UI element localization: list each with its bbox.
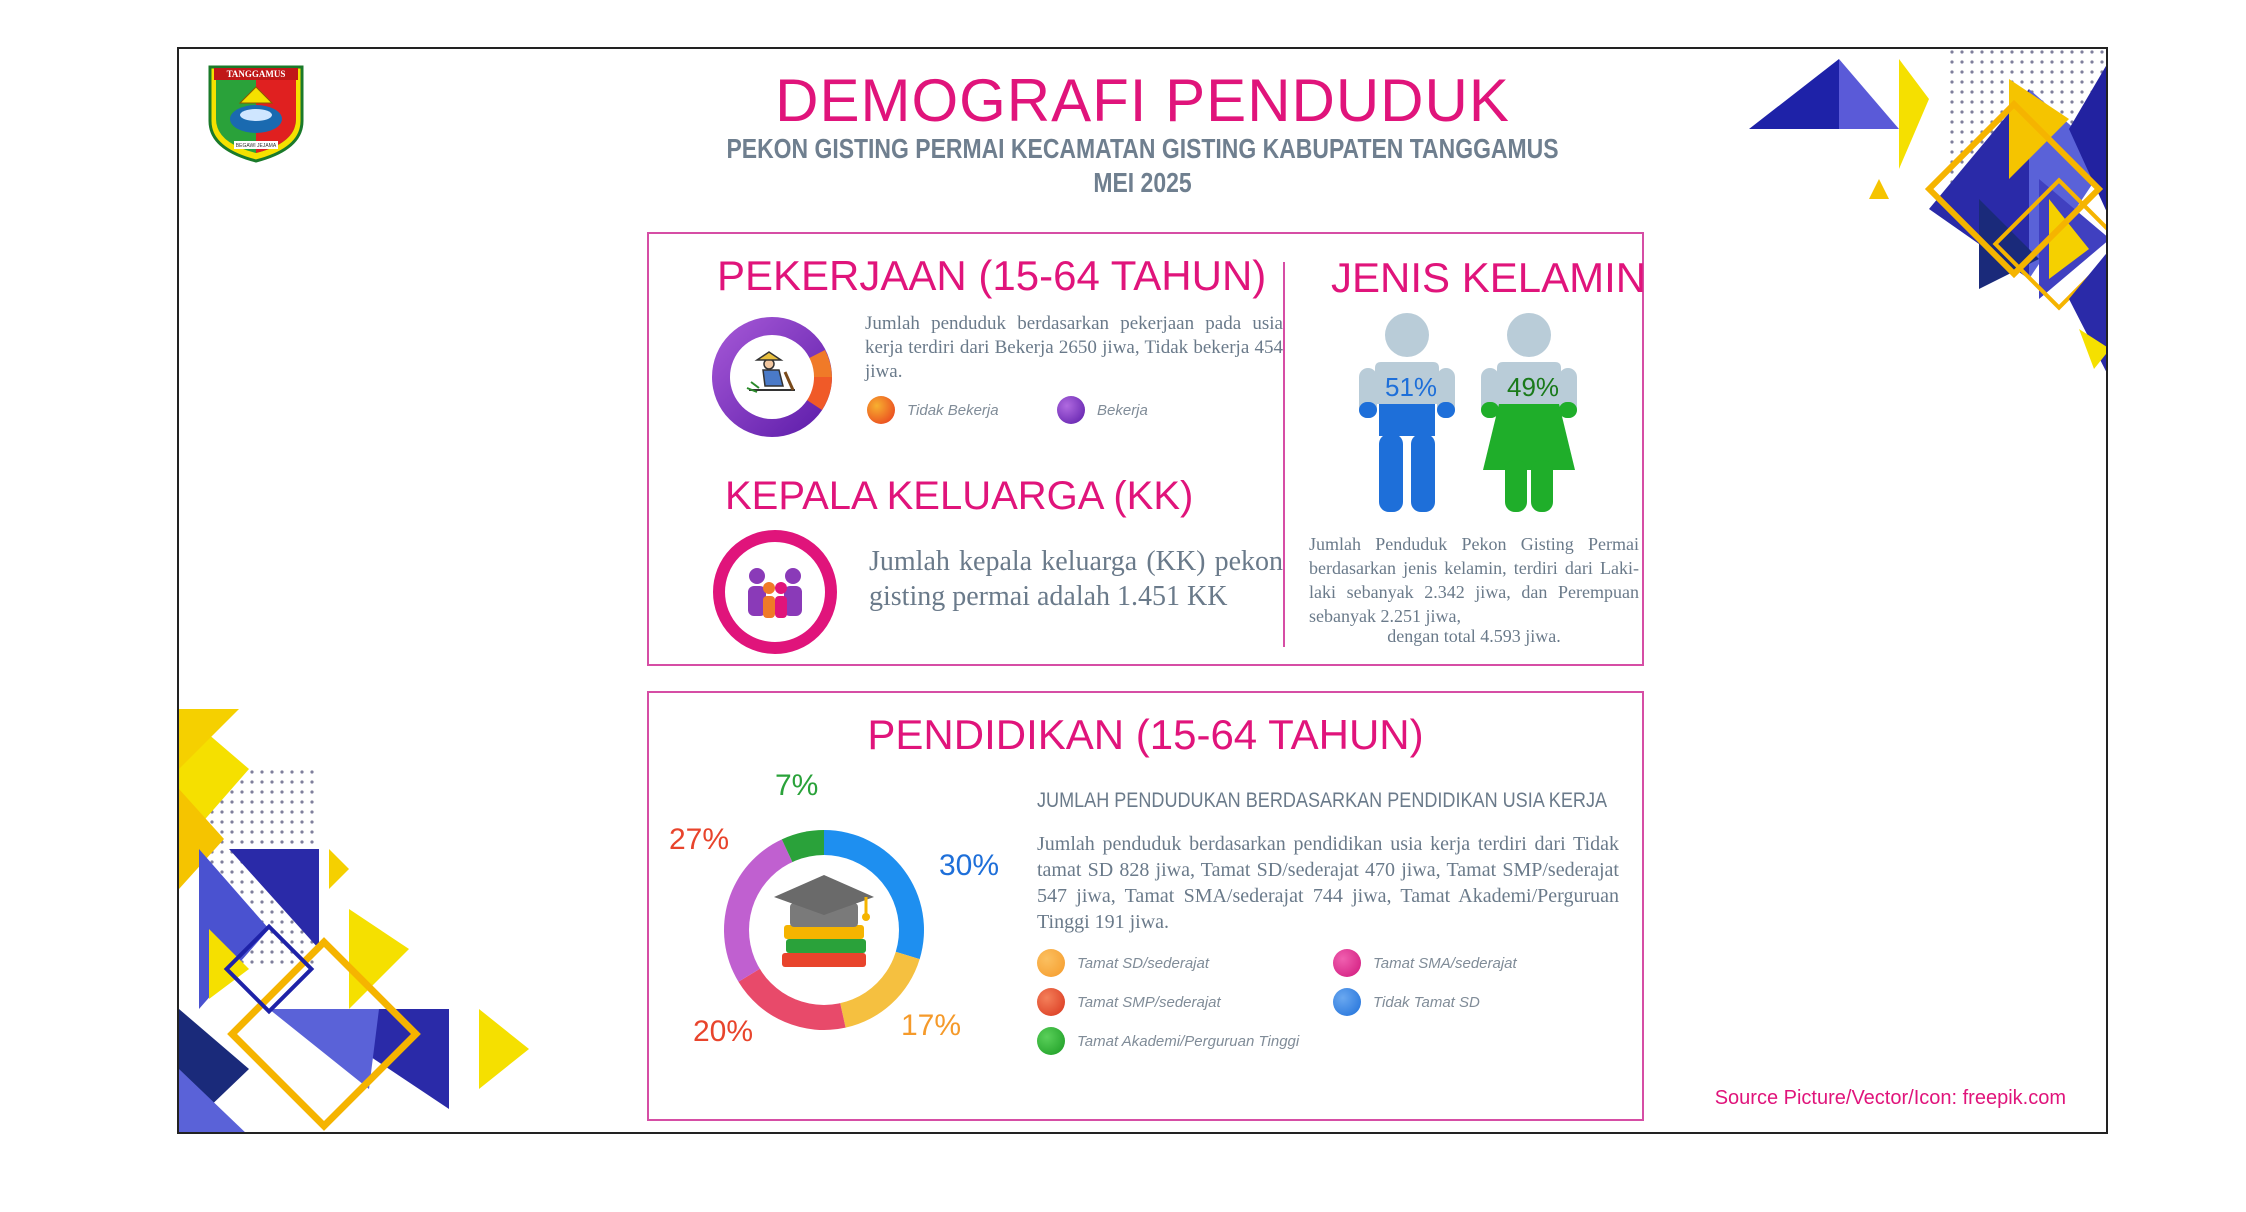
svg-text:BEGAWI JEJAMA: BEGAWI JEJAMA (235, 143, 277, 149)
donut-label-sma: 27% (669, 823, 730, 856)
farmer-icon (707, 312, 837, 442)
kepala-keluarga-title: KEPALA KELUARGA (KK) (725, 474, 1194, 518)
page-title: DEMOGRAFI PENDUDUK (775, 67, 1510, 134)
jenis-kelamin-title: JENIS KELAMIN (1331, 254, 1647, 301)
green-dot-icon (1037, 1027, 1065, 1055)
svg-text:TANGGAMUS: TANGGAMUS (226, 69, 286, 79)
donut-label-sd: 17% (901, 1009, 962, 1042)
purple-dot-icon (1057, 396, 1085, 424)
decorative-triangles-bottom-left (179, 709, 539, 1134)
pendidikan-description: Jumlah penduduk berdasarkan pendidikan usia kerja terdiri dari Tidak tamat SD 828 jiwa, Tamat SD/sederajat 470 jiwa, Tamat SMP/sederajat 547 jiwa, Tamat SMA/sederajat 744 jiwa, Tamat Akademi/Perguruan Tinggi 191 jiwa. (1037, 833, 1619, 933)
infographic-frame (177, 47, 2108, 1134)
legend-label: Tamat SMA/sederajat (1373, 954, 1517, 972)
donut-label-smp: 20% (693, 1015, 754, 1048)
male-percentage: 51% (1385, 372, 1438, 402)
page-date: MEI 2025 (1093, 167, 1192, 198)
legend-tidak-tamat-sd (1333, 988, 1480, 1016)
legend-label: Tamat SD/sederajat (1077, 954, 1210, 972)
donut-label-tidak-tamat-sd: 30% (939, 849, 1000, 882)
legend-label: Tidak Bekerja (907, 401, 999, 419)
pendidikan-title: PENDIDIKAN (15-64 TAHUN) (867, 711, 1424, 758)
legend-label: Tamat SMP/sederajat (1077, 993, 1221, 1011)
legend-tamat-sd (1037, 949, 1209, 977)
pendidikan-subheading: JUMLAH PENDUDUKAN BERDASARKAN PENDIDIKAN USIA KERJA (1037, 789, 1608, 812)
kepala-keluarga-description: Jumlah kepala keluarga (KK) pekon gisting permai adalah 1.451 KK (869, 546, 1283, 612)
red-dot-icon (1037, 988, 1065, 1016)
source-credit: Source Picture/Vector/Icon: freepik.com (1714, 1087, 2066, 1109)
donut-label-akademi: 7% (775, 769, 819, 802)
male-icon (1359, 313, 1455, 512)
pekerjaan-description: Jumlah penduduk berdasarkan pekerjaan pada usia kerja terdiri dari Bekerja 2650 jiwa, Tidak bekerja 454 jiwa. (865, 313, 1283, 382)
bottom-panel (647, 691, 1644, 1121)
legend-tamat-sma (1333, 949, 1517, 977)
gender-figures (1349, 310, 1589, 520)
legend-label: Tamat Akademi/Perguruan Tinggi (1077, 1032, 1300, 1050)
pekerjaan-title: PEKERJAAN (15-64 TAHUN) (717, 252, 1267, 299)
legend-tamat-akademi (1037, 1027, 1299, 1055)
legend-bekerja (1057, 396, 1148, 424)
legend-tidak-bekerja (867, 396, 999, 424)
legend-label: Bekerja (1097, 401, 1148, 419)
legend-label: Tidak Tamat SD (1373, 993, 1480, 1011)
jenis-kelamin-total: dengan total 4.593 jiwa. (1387, 626, 1561, 646)
orange-dot-icon (867, 396, 895, 424)
vertical-divider (1283, 262, 1285, 647)
pink-dot-icon (1333, 949, 1361, 977)
female-icon (1481, 313, 1577, 512)
female-percentage: 49% (1507, 372, 1560, 402)
blue-dot-icon (1333, 988, 1361, 1016)
jenis-kelamin-description: Jumlah Penduduk Pekon Gisting Permai berdasarkan jenis kelamin, terdiri dari Laki-laki sebanyak 2.342 jiwa, dan Perempuan sebanyak 2.251 jiwa, (1309, 534, 1639, 626)
legend-tamat-smp (1037, 988, 1221, 1016)
page-subtitle: PEKON GISTING PERMAI KECAMATAN GISTING KABUPATEN TANGGAMUS (726, 133, 1559, 164)
orange-dot-icon (1037, 949, 1065, 977)
top-panel (647, 232, 1647, 666)
family-icon (713, 530, 837, 654)
